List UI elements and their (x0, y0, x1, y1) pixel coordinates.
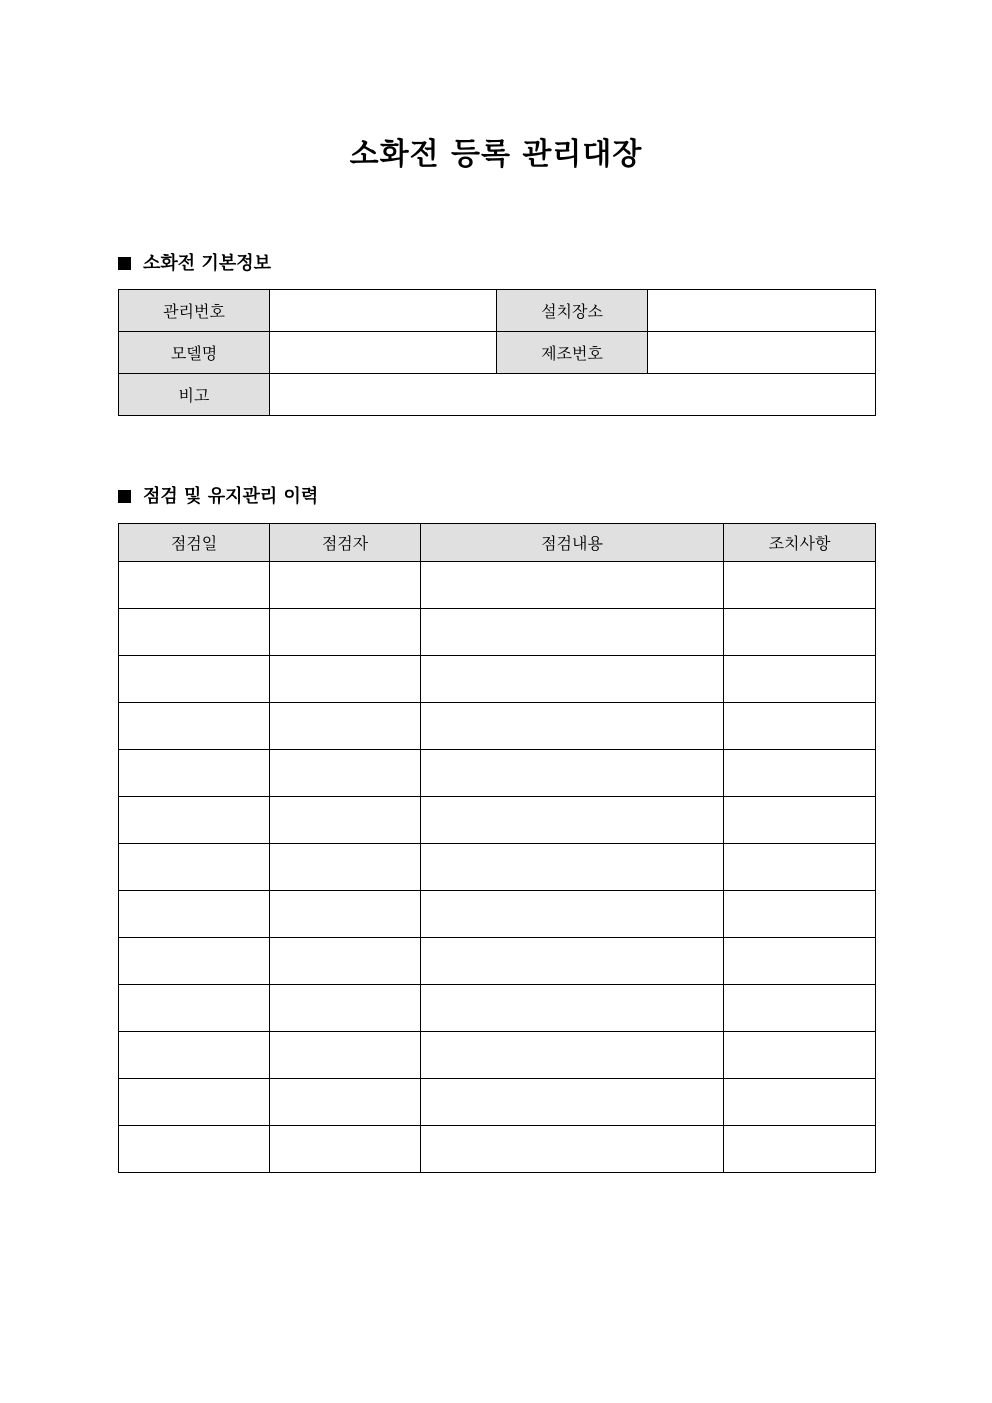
inspector-cell[interactable] (270, 1126, 421, 1173)
inspection-details-cell[interactable] (421, 797, 724, 844)
install-location-label: 설치장소 (497, 290, 648, 332)
inspection-date-cell[interactable] (119, 1032, 270, 1079)
inspection-date-cell[interactable] (119, 562, 270, 609)
inspector-cell[interactable] (270, 609, 421, 656)
actions-taken-cell[interactable] (724, 609, 876, 656)
inspection-date-cell[interactable] (119, 797, 270, 844)
inspector-cell[interactable] (270, 750, 421, 797)
inspector-cell[interactable] (270, 1032, 421, 1079)
table-row (119, 938, 876, 985)
inspection-date-cell[interactable] (119, 1126, 270, 1173)
remarks-field[interactable] (270, 374, 876, 416)
section-heading-history (118, 484, 318, 510)
inspector-cell[interactable] (270, 844, 421, 891)
inspection-details-cell[interactable] (421, 703, 724, 750)
inspector-cell[interactable] (270, 938, 421, 985)
table-row (119, 374, 876, 416)
section-heading-label: 점검 및 유지관리 이력 (143, 486, 319, 507)
serial-number-field[interactable] (648, 332, 876, 374)
inspector-cell[interactable] (270, 891, 421, 938)
inspector-cell[interactable] (270, 656, 421, 703)
inspection-date-cell[interactable] (119, 938, 270, 985)
inspection-date-cell[interactable] (119, 703, 270, 750)
table-row (119, 656, 876, 703)
document-title: 소화전 등록 관리대장 (349, 137, 643, 172)
inspection-date-cell[interactable] (119, 844, 270, 891)
table-row (119, 332, 876, 374)
square-bullet-icon (118, 490, 131, 503)
inspector-cell[interactable] (270, 1079, 421, 1126)
actions-taken-cell[interactable] (724, 703, 876, 750)
table-row (119, 1079, 876, 1126)
basic-info-table (118, 289, 876, 416)
inspection-details-cell[interactable] (421, 656, 724, 703)
section-heading-label: 소화전 기본정보 (143, 253, 271, 274)
section-heading-basic-info (118, 251, 271, 277)
actions-taken-cell[interactable] (724, 1079, 876, 1126)
inspector-cell[interactable] (270, 797, 421, 844)
table-row (119, 1032, 876, 1079)
actions-taken-cell[interactable] (724, 656, 876, 703)
inspection-details-cell[interactable] (421, 1032, 724, 1079)
column-header-inspector: 점검자 (270, 524, 421, 562)
inspector-cell[interactable] (270, 703, 421, 750)
install-location-field[interactable] (648, 290, 876, 332)
inspection-details-cell[interactable] (421, 750, 724, 797)
inspector-cell[interactable] (270, 985, 421, 1032)
table-header-row (119, 524, 876, 562)
column-header-actions-taken: 조치사항 (724, 524, 876, 562)
model-name-field[interactable] (270, 332, 497, 374)
model-name-label: 모델명 (119, 332, 270, 374)
table-row (119, 609, 876, 656)
inspection-date-cell[interactable] (119, 609, 270, 656)
management-number-label: 관리번호 (119, 290, 270, 332)
management-number-field[interactable] (270, 290, 497, 332)
table-row (119, 290, 876, 332)
inspection-date-cell[interactable] (119, 656, 270, 703)
table-row (119, 891, 876, 938)
inspection-details-cell[interactable] (421, 985, 724, 1032)
table-row (119, 844, 876, 891)
history-table-body (119, 562, 876, 1173)
table-row (119, 985, 876, 1032)
inspection-details-cell[interactable] (421, 1079, 724, 1126)
inspection-details-cell[interactable] (421, 1126, 724, 1173)
inspection-details-cell[interactable] (421, 891, 724, 938)
inspection-date-cell[interactable] (119, 985, 270, 1032)
inspection-details-cell[interactable] (421, 938, 724, 985)
actions-taken-cell[interactable] (724, 938, 876, 985)
actions-taken-cell[interactable] (724, 562, 876, 609)
inspection-history-table (118, 523, 876, 1173)
inspection-date-cell[interactable] (119, 750, 270, 797)
table-row (119, 562, 876, 609)
actions-taken-cell[interactable] (724, 750, 876, 797)
actions-taken-cell[interactable] (724, 797, 876, 844)
inspection-details-cell[interactable] (421, 609, 724, 656)
actions-taken-cell[interactable] (724, 985, 876, 1032)
remarks-label: 비고 (119, 374, 270, 416)
column-header-inspection-date: 점검일 (119, 524, 270, 562)
table-row (119, 1126, 876, 1173)
actions-taken-cell[interactable] (724, 1126, 876, 1173)
actions-taken-cell[interactable] (724, 844, 876, 891)
actions-taken-cell[interactable] (724, 891, 876, 938)
table-row (119, 797, 876, 844)
inspection-details-cell[interactable] (421, 844, 724, 891)
table-row (119, 703, 876, 750)
inspection-details-cell[interactable] (421, 562, 724, 609)
square-bullet-icon (118, 257, 131, 270)
inspection-date-cell[interactable] (119, 891, 270, 938)
table-row (119, 750, 876, 797)
column-header-inspection-details: 점검내용 (421, 524, 724, 562)
inspector-cell[interactable] (270, 562, 421, 609)
actions-taken-cell[interactable] (724, 1032, 876, 1079)
serial-number-label: 제조번호 (497, 332, 648, 374)
inspection-date-cell[interactable] (119, 1079, 270, 1126)
